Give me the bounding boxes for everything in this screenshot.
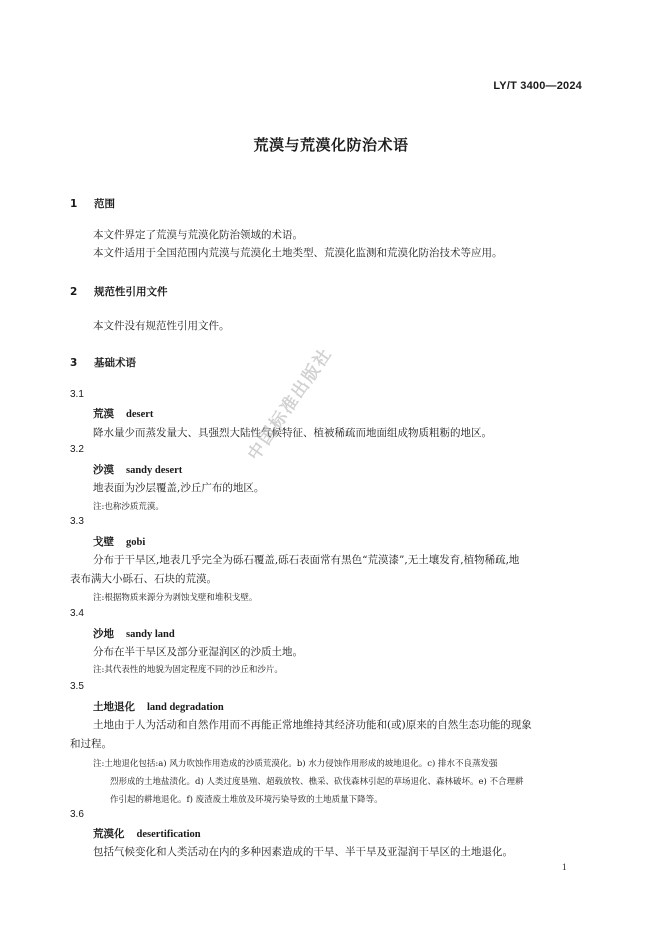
term-number: 3.1: [70, 389, 84, 400]
term-heading: [93, 826, 201, 841]
section-number: 3: [70, 357, 78, 369]
section-number: 2: [70, 286, 78, 298]
term-heading: [93, 406, 153, 421]
term-heading: [93, 699, 224, 714]
term-note-continued: 烈形成的土地盐渍化。d) 人类过度垦殖、超载放牧、樵采、砍伐森林引起的草场退化、森林破坏。e) 不合理耕: [110, 777, 524, 787]
term-number: 3.3: [70, 516, 84, 527]
section-heading-scope: [70, 196, 115, 211]
section-heading-basic-terms: [70, 355, 136, 370]
section-title: 基础术语: [94, 357, 136, 369]
term-definition: 分布在半干旱区及部分亚湿润区的沙质土地。: [93, 646, 303, 658]
section-title: 规范性引用文件: [94, 286, 168, 298]
standard-number: LY/T 3400—2024: [493, 80, 582, 92]
term-zh: 荒漠化: [93, 828, 125, 840]
term-en: land degradation: [147, 702, 224, 713]
term-note: 注:其代表性的地貌为固定程度不同的沙丘和沙片。: [93, 665, 283, 675]
term-en: gobi: [126, 537, 146, 548]
term-note-continued: 作引起的耕地退化。f) 废渣废土堆放及环境污染导致的土地质量下降等。: [110, 795, 383, 805]
term-heading: [93, 626, 175, 641]
term-definition: 地表面为沙层覆盖,沙丘广布的地区。: [93, 482, 265, 494]
section-number: 1: [70, 198, 78, 210]
term-zh: 土地退化: [93, 701, 135, 713]
page-number: 1: [562, 862, 567, 872]
term-definition: 降水量少而蒸发量大、具强烈大陆性气候特征、植被稀疏而地面组成物质粗粝的地区。: [93, 427, 492, 439]
term-definition: 分布于干旱区,地表几乎完全为砾石覆盖,砾石表面常有黑色“荒漠漆”,无土壤发育,植物稀疏,地: [93, 554, 520, 566]
term-zh: 沙地: [93, 628, 114, 640]
term-heading: [93, 534, 145, 549]
term-note: 注:根据物质来源分为剥蚀戈壁和堆积戈壁。: [93, 593, 258, 603]
term-number: 3.6: [70, 809, 84, 820]
term-definition: 土地由于人为活动和自然作用而不再能正常地维持其经济功能和(或)原来的自然生态功能的现象: [93, 719, 532, 731]
term-number: 3.4: [70, 608, 84, 619]
section-title: 范围: [94, 198, 115, 210]
term-note: 注:土地退化包括:a) 风力吹蚀作用造成的沙质荒漠化。b) 水力侵蚀作用形成的坡地退化。c) 排水不良蒸发强: [93, 759, 498, 769]
term-en: sandy land: [126, 629, 175, 640]
paragraph: 本文件界定了荒漠与荒漠化防治领域的术语。: [93, 229, 303, 241]
term-zh: 戈壁: [93, 536, 114, 548]
term-definition-continued: 表布满大小砾石、石块的荒漠。: [70, 573, 217, 585]
term-zh: 沙漠: [93, 464, 114, 476]
term-zh: 荒漠: [93, 408, 114, 420]
paragraph: 本文件适用于全国范围内荒漠与荒漠化土地类型、荒漠化监测和荒漠化防治技术等应用。: [93, 247, 503, 259]
publisher-watermark: 中国标准出版社: [244, 343, 337, 465]
section-heading-normative-references: [70, 284, 168, 299]
term-number: 3.2: [70, 444, 84, 455]
term-heading: [93, 462, 182, 477]
term-en: desert: [126, 409, 154, 420]
term-number: 3.5: [70, 681, 84, 692]
document-title: 荒漠与荒漠化防治术语: [253, 136, 409, 154]
term-note: 注:也称沙质荒漠。: [93, 502, 164, 512]
term-definition-continued: 和过程。: [70, 738, 112, 750]
term-definition: 包括气候变化和人类活动在内的多种因素造成的干旱、半干旱及亚湿润干旱区的土地退化。: [93, 846, 513, 858]
paragraph: 本文件没有规范性引用文件。: [93, 320, 230, 332]
term-en: desertification: [136, 829, 201, 840]
term-en: sandy desert: [126, 465, 183, 476]
